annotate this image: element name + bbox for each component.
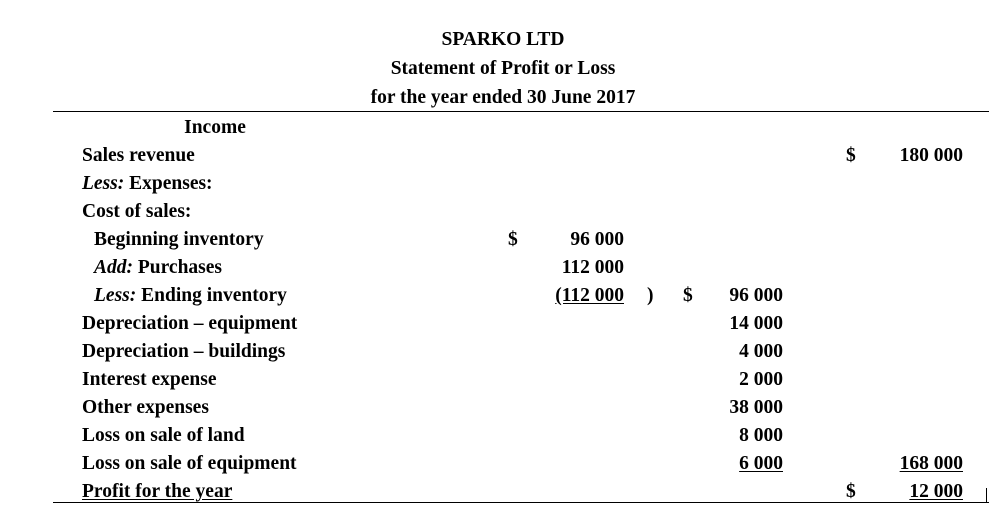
row-label-depreciation-equipment: Depreciation – equipment [82, 313, 298, 334]
row-label-other-expenses: Other expenses [82, 397, 209, 418]
row-label-sales-revenue: Sales revenue [82, 145, 195, 166]
total-profit-for-the-year: 12 000 [909, 481, 963, 502]
row-label-interest-expense: Interest expense [82, 369, 217, 390]
purchases-label: Purchases [133, 257, 223, 278]
currency-sales-revenue: $ [846, 145, 856, 166]
subtotal-cost-of-sales: 96 000 [729, 285, 783, 306]
row-label-depreciation-buildings: Depreciation – buildings [82, 341, 286, 362]
currency-beginning-inventory: $ [508, 229, 518, 250]
row-label-loss-on-sale-of-land: Loss on sale of land [82, 425, 245, 446]
amount-ending-inventory: (112 000 [555, 285, 624, 306]
amount-purchases: 112 000 [561, 257, 624, 278]
less-prefix: Less: [94, 285, 137, 306]
less-prefix: Less: [82, 173, 125, 194]
subtotal-loss-on-sale-of-equipment: 6 000 [739, 453, 783, 474]
currency-profit: $ [846, 481, 856, 502]
row-label-cost-of-sales: Cost of sales: [82, 201, 192, 222]
subtotal-interest-expense: 2 000 [739, 369, 783, 390]
add-prefix: Add: [94, 257, 133, 278]
row-label-loss-on-sale-of-equipment: Loss on sale of equipment [82, 453, 297, 474]
subtotal-other-expenses: 38 000 [729, 397, 783, 418]
expenses-label: Expenses: [124, 173, 213, 194]
amount-beginning-inventory: 96 000 [570, 229, 624, 250]
close-paren-ending-inventory: ) [647, 285, 654, 306]
subtotal-depreciation-equipment: 14 000 [729, 313, 783, 334]
row-label-beginning-inventory: Beginning inventory [94, 229, 264, 250]
currency-cost-of-sales: $ [683, 285, 693, 306]
row-label-purchases [94, 256, 222, 280]
row-label-less-expenses [82, 172, 213, 196]
subtotal-loss-on-sale-of-land: 8 000 [739, 425, 783, 446]
row-label-ending-inventory [94, 284, 287, 308]
ending-inventory-label: Ending inventory [136, 285, 287, 306]
bottom-rule [53, 502, 989, 503]
company-name: SPARKO LTD [441, 29, 565, 50]
statement-title: Statement of Profit or Loss [390, 58, 616, 79]
section-title-income: Income [184, 117, 246, 138]
row-label-profit-for-the-year: Profit for the year [82, 481, 233, 502]
statement-period: for the year ended 30 June 2017 [370, 87, 636, 108]
total-sales-revenue: 180 000 [899, 145, 963, 166]
subtotal-depreciation-buildings: 4 000 [739, 341, 783, 362]
header-rule [53, 111, 989, 112]
total-expenses: 168 000 [899, 453, 963, 474]
corner-tick [986, 488, 987, 502]
